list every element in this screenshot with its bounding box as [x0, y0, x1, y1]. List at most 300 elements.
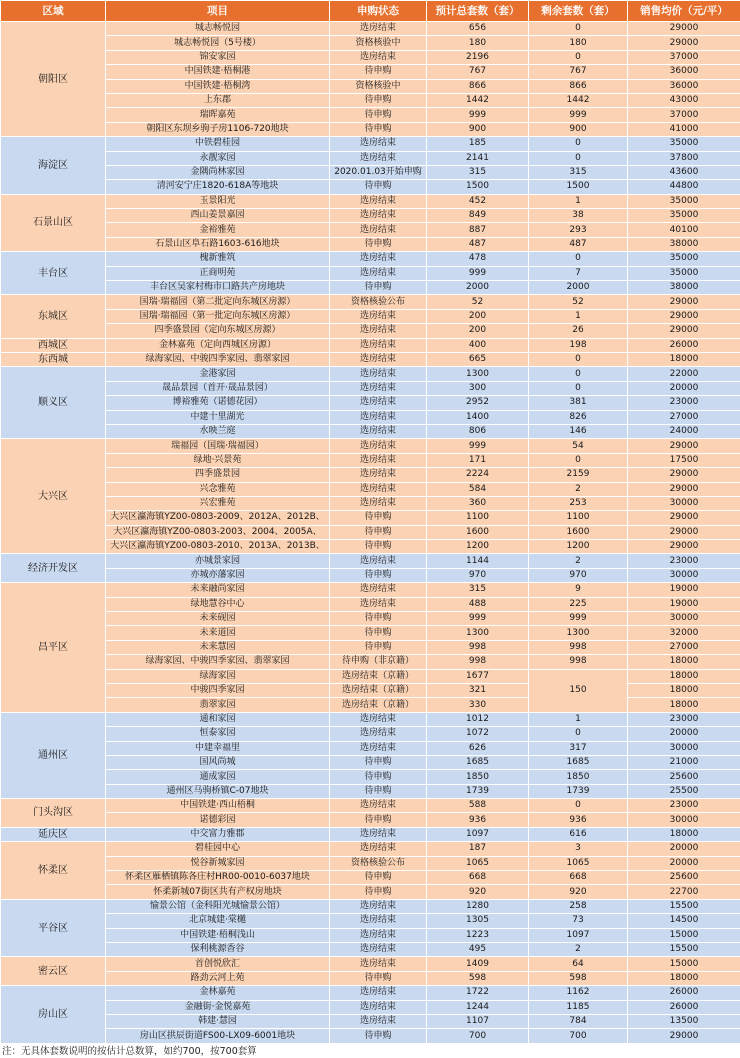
- total-units-cell: 330: [427, 698, 529, 712]
- project-name-cell: 金林嘉苑: [106, 986, 330, 1000]
- total-units-cell: 321: [427, 683, 529, 697]
- table-row: [1, 827, 740, 841]
- status-cell: 待申购: [330, 540, 427, 554]
- project-name-cell: 中国铁建·梧桐港: [106, 65, 330, 79]
- remaining-units-cell: 999: [529, 612, 628, 626]
- status-cell: 选房结束: [330, 381, 427, 395]
- table-row: [1, 352, 740, 366]
- total-units-cell: 1500: [427, 180, 529, 194]
- status-cell: 选房结束: [330, 137, 427, 151]
- table-row: [1, 36, 740, 50]
- total-units-cell: 626: [427, 741, 529, 755]
- remaining-units-cell: 0: [529, 352, 628, 366]
- total-units-cell: 1442: [427, 93, 529, 107]
- remaining-units-cell: 54: [529, 439, 628, 453]
- avg-price-cell: 14500: [628, 914, 740, 928]
- table-row: [1, 1014, 740, 1028]
- avg-price-cell: 36000: [628, 65, 740, 79]
- project-name-cell: 中交富力雅郡: [106, 827, 330, 841]
- region-cell: 丰台区: [1, 252, 106, 295]
- table-row: [1, 914, 740, 928]
- project-name-cell: 中国铁建·梧桐浅山: [106, 928, 330, 942]
- status-cell: 待申购: [330, 1029, 427, 1043]
- table-row: [1, 108, 740, 122]
- table-row: [1, 727, 740, 741]
- total-units-cell: 171: [427, 453, 529, 467]
- avg-price-cell: 41000: [628, 122, 740, 136]
- table-row: [1, 482, 740, 496]
- remaining-units-cell: 0: [529, 151, 628, 165]
- remaining-units-cell: 767: [529, 65, 628, 79]
- avg-price-cell: 26000: [628, 1000, 740, 1014]
- avg-price-cell: 43000: [628, 93, 740, 107]
- project-name-cell: 绿地慧谷中心: [106, 597, 330, 611]
- project-name-cell: 永靓家园: [106, 151, 330, 165]
- table-row: [1, 626, 740, 640]
- total-units-cell: 315: [427, 165, 529, 179]
- total-units-cell: 700: [427, 1029, 529, 1043]
- total-units-cell: 315: [427, 583, 529, 597]
- remaining-units-cell: 616: [529, 827, 628, 841]
- project-name-cell: 亦城亦藩家园: [106, 568, 330, 582]
- remaining-units-cell: 0: [529, 50, 628, 64]
- project-name-cell: 愉景公馆（金科阳光城愉景公馆）: [106, 899, 330, 913]
- project-name-cell: 四季盛景园: [106, 468, 330, 482]
- total-units-cell: 920: [427, 885, 529, 899]
- table-row: [1, 237, 740, 251]
- remaining-units-cell: 1: [529, 309, 628, 323]
- total-units-cell: 900: [427, 122, 529, 136]
- status-cell: 选房结束: [330, 554, 427, 568]
- total-units-cell: 1097: [427, 827, 529, 841]
- total-units-cell: 1685: [427, 755, 529, 769]
- avg-price-cell: 29000: [628, 540, 740, 554]
- remaining-units-cell: 1: [529, 712, 628, 726]
- remaining-units-cell: 2159: [529, 468, 628, 482]
- status-cell: 选房结束: [330, 583, 427, 597]
- status-cell: 选房结束: [330, 741, 427, 755]
- table-row: [1, 568, 740, 582]
- region-cell: 东城区: [1, 295, 106, 338]
- table-row: [1, 943, 740, 957]
- avg-price-cell: 29000: [628, 309, 740, 323]
- avg-price-cell: 30000: [628, 741, 740, 755]
- project-name-cell: 北京城建·棠樾: [106, 914, 330, 928]
- region-cell: 顺义区: [1, 367, 106, 439]
- avg-price-cell: 23000: [628, 554, 740, 568]
- total-units-cell: 1100: [427, 511, 529, 525]
- table-row: [1, 1000, 740, 1014]
- table-row: [1, 899, 740, 913]
- avg-price-cell: 15000: [628, 957, 740, 971]
- project-name-cell: 国风尚城: [106, 755, 330, 769]
- total-units-cell: 970: [427, 568, 529, 582]
- status-cell: 选房结束: [330, 22, 427, 36]
- remaining-units-cell: 1065: [529, 856, 628, 870]
- avg-price-cell: 21000: [628, 755, 740, 769]
- table-row: [1, 655, 740, 669]
- remaining-units-cell: 0: [529, 799, 628, 813]
- status-cell: 2020.01.03开始申购: [330, 165, 427, 179]
- table-row: [1, 324, 740, 338]
- remaining-units-cell: 258: [529, 899, 628, 913]
- avg-price-cell: 30000: [628, 496, 740, 510]
- avg-price-cell: 15500: [628, 943, 740, 957]
- project-name-cell: 兴念雅苑: [106, 482, 330, 496]
- status-cell: 选房结束: [330, 410, 427, 424]
- remaining-units-cell: 900: [529, 122, 628, 136]
- remaining-units-cell: 1100: [529, 511, 628, 525]
- remaining-units-cell: 2: [529, 943, 628, 957]
- total-units-cell: 1409: [427, 957, 529, 971]
- table-row: [1, 295, 740, 309]
- avg-price-cell: 25600: [628, 770, 740, 784]
- table-row: [1, 540, 740, 554]
- total-units-cell: 1305: [427, 914, 529, 928]
- region-cell: 怀柔区: [1, 842, 106, 900]
- avg-price-cell: 27000: [628, 410, 740, 424]
- avg-price-cell: 37000: [628, 108, 740, 122]
- total-units-cell: 2196: [427, 50, 529, 64]
- avg-price-cell: 40100: [628, 223, 740, 237]
- status-cell: 选房结束: [330, 396, 427, 410]
- status-cell: 选房结束: [330, 338, 427, 352]
- avg-price-cell: 18000: [628, 971, 740, 985]
- status-cell: 待申购: [330, 755, 427, 769]
- project-name-cell: 中建幸福里: [106, 741, 330, 755]
- status-cell: 选房结束: [330, 151, 427, 165]
- status-cell: 选房结束: [330, 597, 427, 611]
- status-cell: 资格核验中: [330, 79, 427, 93]
- region-cell: 平谷区: [1, 899, 106, 957]
- table-row: [1, 712, 740, 726]
- project-name-cell: 大兴区瀛海镇YZ00-0803-2009、2012A、2012B、: [106, 511, 330, 525]
- table-row: [1, 683, 740, 697]
- total-units-cell: 806: [427, 424, 529, 438]
- status-cell: 待申购: [330, 237, 427, 251]
- remaining-units-cell: 1097: [529, 928, 628, 942]
- status-cell: 选房结束: [330, 324, 427, 338]
- project-name-cell: 瑞福园（国瑞·瑞福园）: [106, 439, 330, 453]
- project-name-cell: 翡翠家园: [106, 698, 330, 712]
- table-body: [1, 22, 740, 1044]
- table-row: [1, 137, 740, 151]
- remaining-units-cell: 1685: [529, 755, 628, 769]
- total-units-cell: 1012: [427, 712, 529, 726]
- total-units-cell: 999: [427, 108, 529, 122]
- total-units-cell: 887: [427, 223, 529, 237]
- project-name-cell: 金裕雅苑: [106, 223, 330, 237]
- status-cell: 待申购: [330, 511, 427, 525]
- table-row: [1, 525, 740, 539]
- status-cell: 选房结束: [330, 439, 427, 453]
- table-row: [1, 22, 740, 36]
- total-units-cell: 598: [427, 971, 529, 985]
- table-row: [1, 367, 740, 381]
- total-units-cell: 1722: [427, 986, 529, 1000]
- remaining-units-merged-cell: 150: [529, 669, 628, 712]
- total-units-cell: 1300: [427, 626, 529, 640]
- avg-price-cell: 29000: [628, 295, 740, 309]
- total-units-cell: 180: [427, 36, 529, 50]
- total-units-cell: 1600: [427, 525, 529, 539]
- status-cell: 选房结束: [330, 899, 427, 913]
- avg-price-cell: 15000: [628, 928, 740, 942]
- total-units-cell: 665: [427, 352, 529, 366]
- header-status: 申购状态: [330, 1, 427, 22]
- project-name-cell: 锦安家园: [106, 50, 330, 64]
- status-cell: 选房结束（京籍）: [330, 669, 427, 683]
- project-name-cell: 槐新雅筑: [106, 252, 330, 266]
- project-name-cell: 怀柔新城07街区共有产权房地块: [106, 885, 330, 899]
- table-row: [1, 194, 740, 208]
- table-row: [1, 871, 740, 885]
- table-row: [1, 640, 740, 654]
- region-cell: 石景山区: [1, 194, 106, 252]
- remaining-units-cell: 38: [529, 209, 628, 223]
- total-units-cell: 1144: [427, 554, 529, 568]
- project-name-cell: 金隅尚林家园: [106, 165, 330, 179]
- avg-price-cell: 24000: [628, 424, 740, 438]
- table-row: [1, 281, 740, 295]
- table-row: [1, 986, 740, 1000]
- remaining-units-cell: 0: [529, 381, 628, 395]
- avg-price-cell: 29000: [628, 22, 740, 36]
- status-cell: 选房结束: [330, 712, 427, 726]
- project-name-cell: 清河安宁庄1820-618A等地块: [106, 180, 330, 194]
- project-name-cell: 悦谷新城家园: [106, 856, 330, 870]
- avg-price-cell: 17500: [628, 453, 740, 467]
- table-row: [1, 554, 740, 568]
- remaining-units-cell: 9: [529, 583, 628, 597]
- remaining-units-cell: 146: [529, 424, 628, 438]
- project-name-cell: 大兴区瀛海镇YZ00-0803-2010、2013A、2013B、: [106, 540, 330, 554]
- table-row: [1, 439, 740, 453]
- project-name-cell: 中铁碧桂园: [106, 137, 330, 151]
- project-name-cell: 西山姜景嘉园: [106, 209, 330, 223]
- avg-price-cell: 25600: [628, 871, 740, 885]
- project-name-cell: 金港家园: [106, 367, 330, 381]
- avg-price-cell: 30000: [628, 568, 740, 582]
- remaining-units-cell: 970: [529, 568, 628, 582]
- status-cell: 待申购（非京籍）: [330, 655, 427, 669]
- header-remaining-units: 剩余套数（套）: [529, 1, 628, 22]
- total-units-cell: 866: [427, 79, 529, 93]
- project-name-cell: 保利桃源香谷: [106, 943, 330, 957]
- avg-price-cell: 27000: [628, 640, 740, 654]
- avg-price-cell: 32000: [628, 626, 740, 640]
- total-units-cell: 1850: [427, 770, 529, 784]
- status-cell: 选房结束: [330, 799, 427, 813]
- total-units-cell: 400: [427, 338, 529, 352]
- status-cell: 待申购: [330, 784, 427, 798]
- status-cell: 待申购: [330, 885, 427, 899]
- project-name-cell: 大兴区瀛海镇YZ00-0803-2003、2004、2005A、: [106, 525, 330, 539]
- table-row: [1, 338, 740, 352]
- status-cell: 待申购: [330, 525, 427, 539]
- header-region: 区域: [1, 1, 106, 22]
- table-row: [1, 165, 740, 179]
- avg-price-cell: 25500: [628, 784, 740, 798]
- avg-price-cell: 29000: [628, 324, 740, 338]
- project-name-cell: 石景山区阜石路1603-616地块: [106, 237, 330, 251]
- status-cell: 选房结束: [330, 1000, 427, 1014]
- project-name-cell: 房山区拱辰街道FS00-LX09-6001地块: [106, 1029, 330, 1043]
- region-cell: 朝阳区: [1, 22, 106, 137]
- table-row: [1, 885, 740, 899]
- remaining-units-cell: 826: [529, 410, 628, 424]
- status-cell: 待申购: [330, 971, 427, 985]
- project-name-cell: 中建十里湖光: [106, 410, 330, 424]
- table-row: [1, 410, 740, 424]
- status-cell: 选房结束: [330, 223, 427, 237]
- total-units-cell: 1065: [427, 856, 529, 870]
- status-cell: 选房结束: [330, 482, 427, 496]
- status-cell: 选房结束: [330, 352, 427, 366]
- status-cell: 选房结束: [330, 827, 427, 841]
- avg-price-cell: 35000: [628, 194, 740, 208]
- table-row: [1, 122, 740, 136]
- project-name-cell: 怀柔区雁栖镇陈各庄村HR00-0010-6037地块: [106, 871, 330, 885]
- project-name-cell: 未来道园: [106, 626, 330, 640]
- avg-price-cell: 37800: [628, 151, 740, 165]
- total-units-cell: 2952: [427, 396, 529, 410]
- remaining-units-cell: 1: [529, 194, 628, 208]
- avg-price-cell: 18000: [628, 669, 740, 683]
- total-units-cell: 1280: [427, 899, 529, 913]
- total-units-cell: 998: [427, 655, 529, 669]
- remaining-units-cell: 784: [529, 1014, 628, 1028]
- table-row: [1, 79, 740, 93]
- remaining-units-cell: 0: [529, 137, 628, 151]
- avg-price-cell: 23000: [628, 396, 740, 410]
- remaining-units-cell: 1850: [529, 770, 628, 784]
- table-row: [1, 223, 740, 237]
- table-row: [1, 468, 740, 482]
- remaining-units-cell: 598: [529, 971, 628, 985]
- status-cell: 待申购: [330, 568, 427, 582]
- remaining-units-cell: 0: [529, 367, 628, 381]
- status-cell: 资格核验公布: [330, 856, 427, 870]
- region-cell: 海淀区: [1, 137, 106, 195]
- table-row: [1, 928, 740, 942]
- remaining-units-cell: 1739: [529, 784, 628, 798]
- table-row: [1, 93, 740, 107]
- status-cell: 待申购: [330, 612, 427, 626]
- remaining-units-cell: 1500: [529, 180, 628, 194]
- region-cell: 房山区: [1, 986, 106, 1044]
- total-units-cell: 1200: [427, 540, 529, 554]
- avg-price-cell: 29000: [628, 511, 740, 525]
- avg-price-cell: 22700: [628, 885, 740, 899]
- avg-price-cell: 38000: [628, 237, 740, 251]
- total-units-cell: 1739: [427, 784, 529, 798]
- status-cell: 选房结束: [330, 957, 427, 971]
- total-units-cell: 767: [427, 65, 529, 79]
- total-units-cell: 999: [427, 612, 529, 626]
- table-row: [1, 209, 740, 223]
- region-cell: 大兴区: [1, 439, 106, 554]
- table-row: [1, 813, 740, 827]
- project-name-cell: 城志畅悦园（5号楼）: [106, 36, 330, 50]
- status-cell: 选房结束: [330, 309, 427, 323]
- avg-price-cell: 20000: [628, 381, 740, 395]
- status-cell: 选房结束（京籍）: [330, 683, 427, 697]
- remaining-units-cell: 52: [529, 295, 628, 309]
- total-units-cell: 187: [427, 842, 529, 856]
- table-row: [1, 511, 740, 525]
- remaining-units-cell: 866: [529, 79, 628, 93]
- project-name-cell: 晟品景园（首开·晟品景园）: [106, 381, 330, 395]
- status-cell: 选房结束: [330, 453, 427, 467]
- avg-price-cell: 35000: [628, 266, 740, 280]
- project-name-cell: 金林嘉苑（定向西城区房源）: [106, 338, 330, 352]
- remaining-units-cell: 998: [529, 640, 628, 654]
- status-cell: 待申购: [330, 93, 427, 107]
- avg-price-cell: 26000: [628, 986, 740, 1000]
- remaining-units-cell: 3: [529, 842, 628, 856]
- project-name-cell: 路劲云河上苑: [106, 971, 330, 985]
- status-cell: 待申购: [330, 180, 427, 194]
- project-name-cell: 金融街·金悦嘉苑: [106, 1000, 330, 1014]
- avg-price-cell: 29000: [628, 1029, 740, 1043]
- avg-price-cell: 18000: [628, 683, 740, 697]
- project-name-cell: 未来融尚家园: [106, 583, 330, 597]
- avg-price-cell: 19000: [628, 597, 740, 611]
- avg-price-cell: 18000: [628, 827, 740, 841]
- total-units-cell: 849: [427, 209, 529, 223]
- avg-price-cell: 29000: [628, 439, 740, 453]
- avg-price-cell: 18000: [628, 352, 740, 366]
- status-cell: 待申购: [330, 640, 427, 654]
- remaining-units-cell: 1200: [529, 540, 628, 554]
- footnote: 注：无具体套数说明的按估计总数算，如约700，按700套算: [2, 1046, 257, 1057]
- avg-price-cell: 38000: [628, 281, 740, 295]
- remaining-units-cell: 2: [529, 554, 628, 568]
- avg-price-cell: 23000: [628, 712, 740, 726]
- project-name-cell: 丰台区吴家村梅市口路共产房地块: [106, 281, 330, 295]
- avg-price-cell: 37000: [628, 50, 740, 64]
- remaining-units-cell: 381: [529, 396, 628, 410]
- project-name-cell: 未来砚园: [106, 612, 330, 626]
- remaining-units-cell: 1162: [529, 986, 628, 1000]
- remaining-units-cell: 0: [529, 727, 628, 741]
- remaining-units-cell: 1442: [529, 93, 628, 107]
- project-name-cell: 瑞晖嘉苑: [106, 108, 330, 122]
- region-cell: 东西城: [1, 352, 106, 366]
- avg-price-cell: 35000: [628, 209, 740, 223]
- table-row: [1, 597, 740, 611]
- total-units-cell: 185: [427, 137, 529, 151]
- remaining-units-cell: 487: [529, 237, 628, 251]
- total-units-cell: 488: [427, 597, 529, 611]
- avg-price-cell: 23000: [628, 799, 740, 813]
- region-cell: 延庆区: [1, 827, 106, 841]
- total-units-cell: 1300: [427, 367, 529, 381]
- status-cell: 待申购: [330, 770, 427, 784]
- remaining-units-cell: 700: [529, 1029, 628, 1043]
- table-row: [1, 957, 740, 971]
- status-cell: 资格核验公布: [330, 295, 427, 309]
- remaining-units-cell: 180: [529, 36, 628, 50]
- table-row: [1, 784, 740, 798]
- header-avg-price: 销售均价（元/平）: [628, 1, 740, 22]
- table-row: [1, 971, 740, 985]
- remaining-units-cell: 198: [529, 338, 628, 352]
- status-cell: 选房结束: [330, 842, 427, 856]
- project-name-cell: 首创悦欣汇: [106, 957, 330, 971]
- project-name-cell: 绿海家园、中骏四季家园、翡翠家园: [106, 655, 330, 669]
